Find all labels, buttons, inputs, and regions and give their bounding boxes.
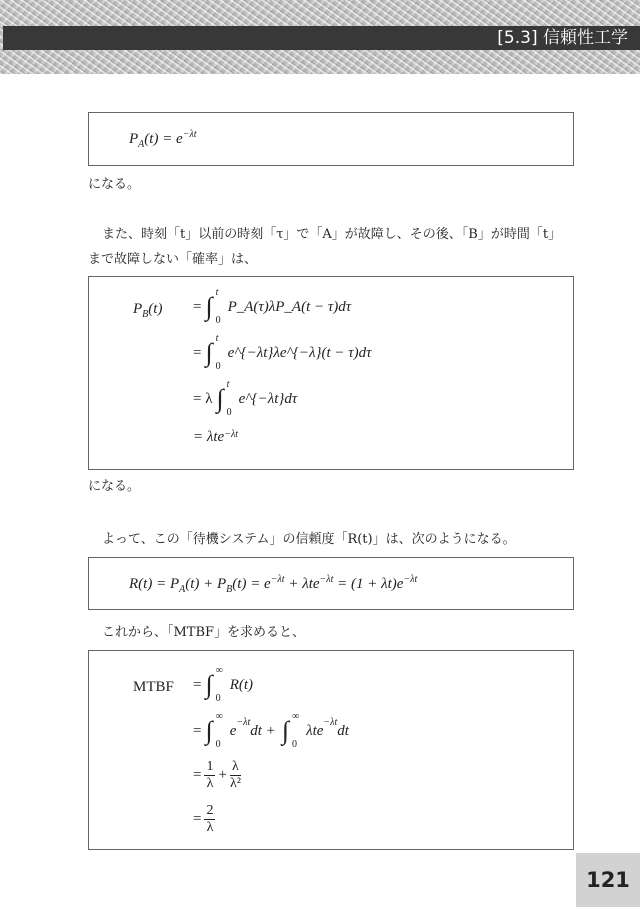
integrand: R(t) (229, 676, 254, 693)
eq-sub: A (138, 139, 145, 150)
integrand: e (229, 722, 237, 739)
lower-limit: 0 (215, 693, 221, 704)
eq-sign: = (193, 298, 202, 315)
paragraph: よって、この「待機システム」の信頼度「R(t)」は、次のようになる。 (102, 532, 516, 547)
eq-sup: −λt (236, 717, 251, 728)
lower-limit: 0 (215, 739, 221, 750)
denominator: λ (206, 776, 214, 791)
integrand: P_A(τ)λP_A(t − τ)dτ (227, 298, 352, 315)
integral-sign: ∫ ∞ 0 (205, 711, 223, 750)
upper-limit: ∞ (291, 711, 300, 722)
page-number: 121 (576, 853, 640, 907)
equation-row (193, 759, 244, 792)
eq-sup: −λt (182, 129, 197, 140)
equation-box-pa (88, 112, 574, 166)
eq-text: dt (337, 722, 349, 739)
eq-text: (t) + P (185, 576, 227, 592)
equation-row (193, 379, 297, 419)
denominator: λ² (229, 776, 241, 791)
fraction (204, 803, 215, 836)
integral-sign: ∫ ∞ 0 (205, 665, 223, 704)
upper-limit: ∞ (215, 665, 223, 676)
eq-text: + λte (284, 576, 320, 592)
integrand: e^{−λt}λe^{−λ}(t − τ)dτ (227, 344, 372, 361)
eq-symbol: P (133, 301, 143, 317)
equation-box-r (88, 557, 574, 610)
denominator: λ (206, 820, 214, 835)
eq-sign: = λ (193, 390, 213, 407)
paragraph: になる。 (88, 479, 141, 494)
eq-text: (t) = e (144, 131, 183, 147)
eq-sup: −λt (323, 717, 338, 728)
eq-text: = (1 + λt)e (333, 576, 404, 592)
integrand: λte (306, 722, 324, 739)
equation-row (193, 287, 351, 327)
equation-row (193, 665, 253, 705)
integral-sign: ∫ t 0 (205, 287, 221, 326)
eq-text: dt + (250, 722, 276, 739)
eq-text: (t) (148, 301, 163, 317)
integral-sign: ∫ t 0 (216, 379, 232, 418)
equation-row (193, 429, 238, 446)
integrand: e^{−λt}dτ (238, 390, 298, 407)
numerator: 2 (206, 803, 214, 818)
eq-sign: = (193, 676, 202, 693)
upper-limit: ∞ (215, 711, 223, 722)
integral-sign: ∫ t 0 (205, 333, 221, 372)
lower-limit: 0 (291, 739, 297, 750)
lower-limit: 0 (215, 361, 221, 372)
eq-sign: = (193, 767, 202, 783)
upper-limit: t (226, 379, 230, 390)
eq-sign: = (193, 722, 202, 739)
numerator: 1 (206, 759, 214, 774)
eq-symbol: P (129, 131, 139, 147)
upper-limit: t (215, 333, 219, 344)
fraction (204, 759, 215, 792)
paragraph-line: また、時刻「t」以前の時刻「τ」で「A」が故障し、その後、「B」が時間「t」 (102, 227, 562, 242)
equation-lhs: MTBF (133, 679, 174, 695)
lower-limit: 0 (215, 315, 221, 326)
eq-sup: −λt (319, 574, 334, 585)
upper-limit: t (215, 287, 219, 298)
equation-row (193, 333, 371, 373)
equation-r (129, 574, 417, 595)
eq-sup: −λt (270, 574, 285, 585)
paragraph: になる。 (88, 177, 141, 192)
eq-text: (t) = e (232, 576, 271, 592)
equation-pa (129, 129, 197, 150)
fraction (230, 759, 241, 792)
eq-sub: A (179, 584, 186, 595)
equation-row (193, 711, 349, 751)
section-title: [5.3] 信頼性工学 (497, 28, 628, 48)
equation-box-mtbf (88, 650, 574, 850)
eq-sign: = (193, 811, 202, 827)
eq-sub: B (142, 309, 149, 320)
lower-limit: 0 (226, 407, 232, 418)
eq-sign: + (218, 767, 227, 783)
integral-sign: ∫ ∞ 0 (281, 711, 300, 750)
eq-sup: −λt (403, 574, 418, 585)
eq-sign: = (193, 344, 202, 361)
equation-box-pb (88, 276, 574, 470)
equation-row (193, 803, 218, 836)
numerator: λ (232, 759, 239, 774)
eq-text: R(t) = P (129, 576, 180, 592)
paragraph-line: まで故障しない「確率」は、 (88, 252, 258, 267)
equation-lhs (133, 301, 185, 320)
paragraph: これから、「MTBF」を求めると、 (102, 625, 306, 640)
eq-sup: −λt (224, 429, 239, 440)
eq-sub: B (226, 584, 233, 595)
eq-text: = λte (193, 429, 225, 445)
